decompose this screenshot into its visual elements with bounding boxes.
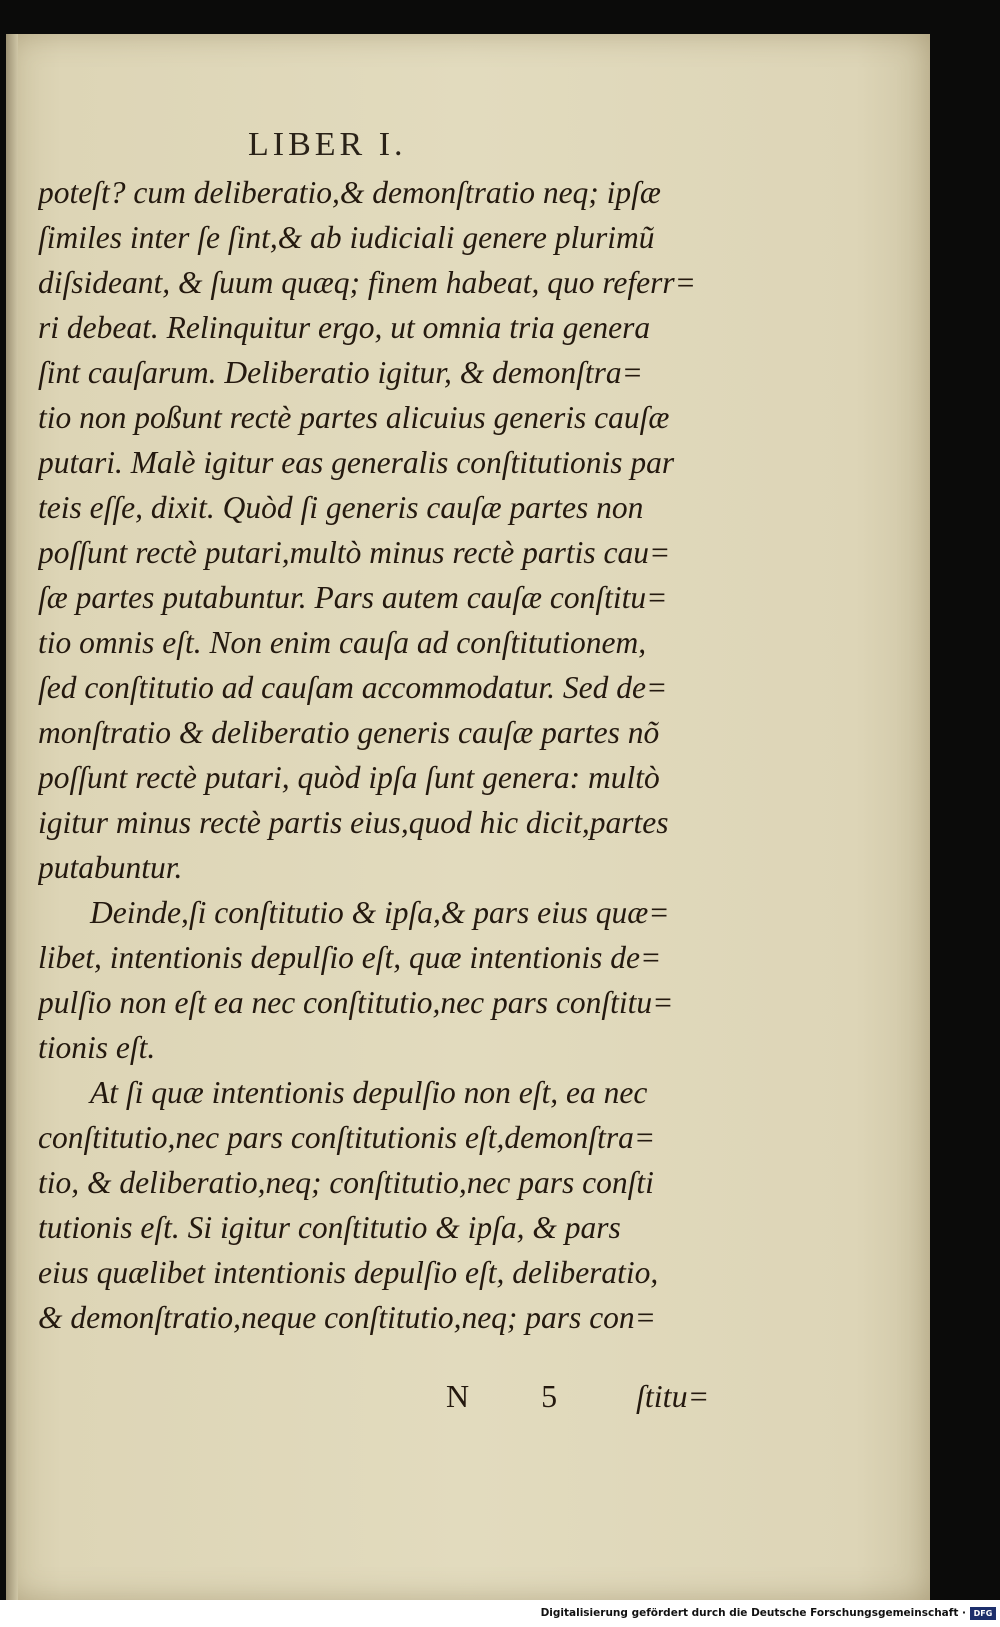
text-line: tio, & deliberatio,neq; conſtitutio,nec pars conſti — [38, 1165, 654, 1200]
dfg-logo-icon: DFG — [970, 1607, 996, 1620]
text-line: ri debeat. Relinquitur ergo, ut omnia tria genera — [38, 310, 651, 345]
text-line: conſtitutio,nec pars conſtitutionis eſt,demonſtra= — [38, 1120, 656, 1155]
text-line: putari. Malè igitur eas generalis conſtitutionis par — [38, 445, 675, 480]
text-line: monſtratio & deliberatio generis cauſæ partes nõ — [38, 715, 660, 750]
signature-mark: N 5 — [446, 1378, 590, 1414]
text-line: tio omnis eſt. Non enim cauſa ad conſtitutionem, — [38, 625, 647, 660]
text-line: poteſt? cum deliberatio,& demonſtratio neq; ipſæ — [38, 175, 661, 210]
text-line: teis eſſe, dixit. Quòd ſi generis cauſæ partes non — [38, 490, 644, 525]
text-line: ſed conſtitutio ad cauſam accommodatur. Sed de= — [38, 670, 668, 705]
text-line: diſsideant, & ſuum quæq; finem habeat, quo referr= — [38, 265, 696, 300]
text-line: tionis eſt. — [38, 1030, 156, 1065]
running-head: LIBER I. — [248, 126, 407, 163]
text-line: putabuntur. — [38, 850, 183, 885]
digitization-credit: Digitalisierung gefördert durch die Deutsche Forschungsgemeinschaft · — [540, 1607, 966, 1619]
text-line: ſint cauſarum. Deliberatio igitur, & demonſtra= — [38, 355, 643, 390]
text-line: igitur minus rectè partis eius,quod hic dicit,partes — [38, 805, 669, 840]
text-line: poſſunt rectè putari, quòd ipſa ſunt genera: multò — [38, 760, 660, 795]
text-line: Deinde,ſi conſtitutio & ipſa,& pars eius quæ= — [90, 895, 670, 930]
text-line: tutionis eſt. Si igitur conſtitutio & ipſa, & pars — [38, 1210, 621, 1245]
text-line: & demonſtratio,neque conſtitutio,neq; pars con= — [38, 1300, 656, 1335]
text-line: ſimiles inter ſe ſint,& ab iudiciali genere plurimũ — [38, 220, 655, 255]
text-line: ſæ partes putabuntur. Pars autem cauſæ conſtitu= — [38, 580, 668, 615]
body-text — [38, 170, 708, 1340]
text-line: eius quælibet intentionis depulſio eſt, deliberatio, — [38, 1255, 659, 1290]
text-line: tio non poßunt rectè partes alicuius generis cauſæ — [38, 400, 670, 435]
page-edge — [6, 34, 18, 1600]
paragraph-1 — [38, 170, 708, 890]
text-line: poſſunt rectè putari,multò minus rectè partis cau= — [38, 535, 671, 570]
text-line: At ſi quæ intentionis depulſio non eſt, ea nec — [90, 1075, 648, 1110]
catchword: ſtitu= — [636, 1378, 710, 1414]
paragraph-2 — [38, 890, 708, 1070]
paragraph-3 — [38, 1070, 708, 1340]
text-line: libet, intentionis depulſio eſt, quæ intentionis de= — [38, 940, 662, 975]
text-line: pulſio non eſt ea nec conſtitutio,nec pars conſtitu= — [38, 985, 674, 1020]
footer-bar — [0, 1600, 1000, 1627]
